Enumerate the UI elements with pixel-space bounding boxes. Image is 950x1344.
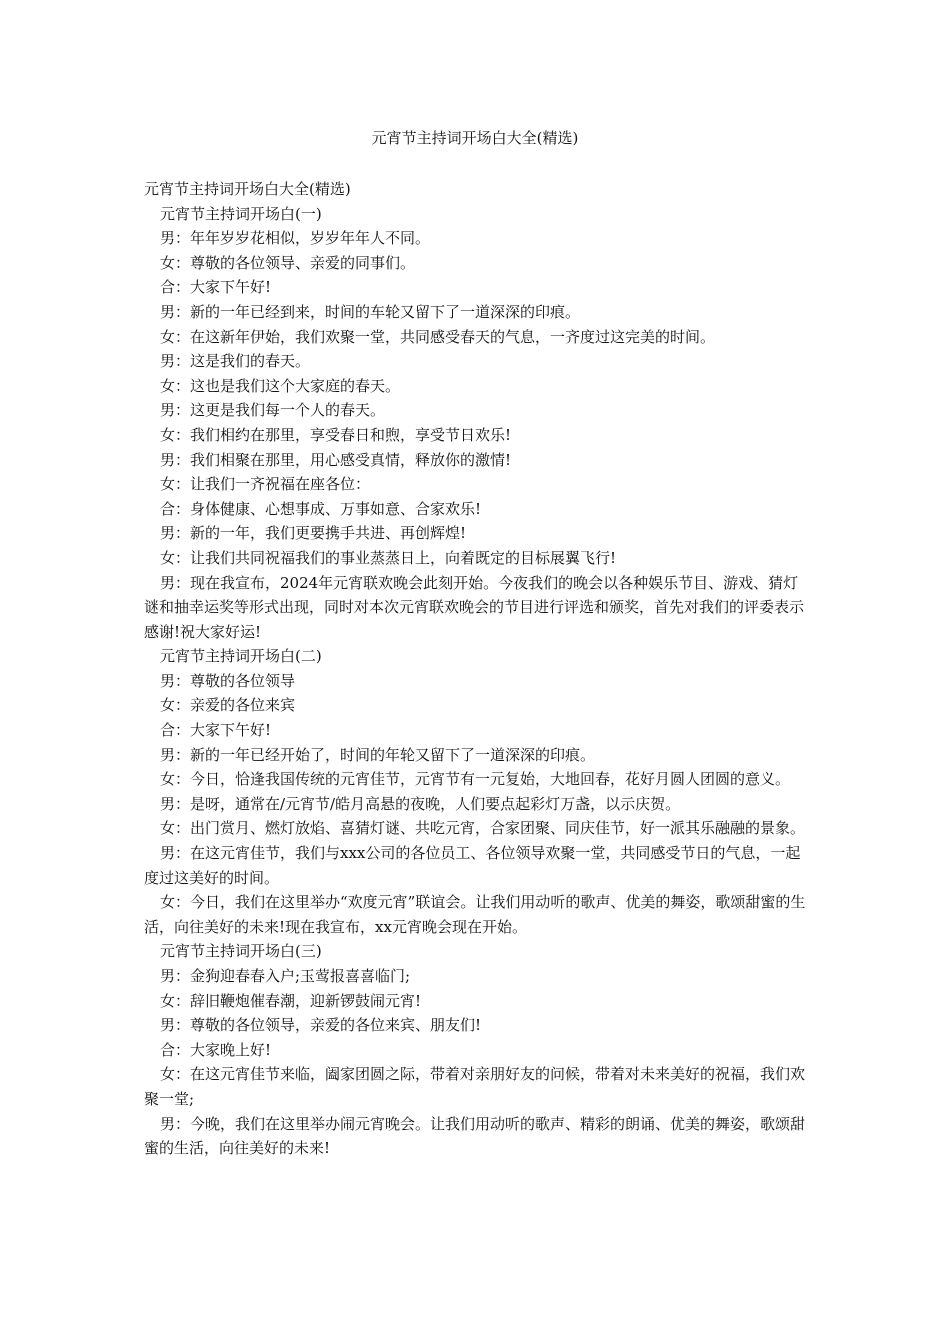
dialogue-line: 男：新的一年已经到来，时间的车轮又留下了一道深深的印痕。 — [160, 302, 581, 321]
dialogue-line: 女：在这元宵佳节来临，阖家团圆之际，带着对亲朋好友的问候，带着对未来美好的祝福，我们欢聚一堂; — [144, 1065, 806, 1108]
dialogue-line: 男：这更是我们每一个人的春天。 — [160, 401, 386, 420]
dialogue-line: 男：新的一年，我们更要携手共进、再创辉煌! — [160, 524, 467, 543]
dialogue-line: 女：出门赏月、燃灯放焰、喜猜灯谜、共吃元宵，合家团聚、同庆佳节，好一派其乐融融的景象。 — [160, 819, 806, 838]
dialogue-line: 女：今日，恰逢我国传统的元宵佳节，元宵节有一元复始，大地回春，花好月圆人团圆的意义。 — [160, 770, 791, 789]
section-heading-2: 元宵节主持词开场白(二) — [160, 647, 322, 666]
page-title: 元宵节主持词开场白大全(精选) — [371, 129, 579, 147]
section-heading-3: 元宵节主持词开场白(三) — [160, 942, 322, 961]
dialogue-line: 合：大家晚上好! — [160, 1040, 272, 1059]
dialogue-line: 男：我们相聚在那里，用心感受真情，释放你的激情! — [160, 450, 512, 469]
dialogue-line: 男：金狗迎春春入户;玉莺报喜喜临门; — [160, 967, 411, 985]
dialogue-line: 合：身体健康、心想事成、万事如意、合家欢乐! — [160, 499, 482, 518]
document-body — [144, 177, 806, 1161]
dialogue-line: 女：让我们共同祝福我们的事业蒸蒸日上，向着既定的目标展翼飞行! — [160, 548, 617, 567]
dialogue-line: 女：我们相约在那里，享受春日和煦，享受节日欢乐! — [160, 425, 512, 444]
dialogue-line: 合：大家下午好! — [160, 721, 272, 740]
dialogue-line: 男：现在我宣布，2024年元宵联欢晚会此刻开始。今夜我们的晚会以各种娱乐节目、游戏、猜灯谜和抽幸运奖等形式出现，同时对本次元宵联欢晚会的节目进行评选和颁奖，首先对我们的评委表示感谢!祝大家好运! — [144, 573, 805, 641]
dialogue-line: 女：尊敬的各位领导、亲爱的同事们。 — [160, 253, 416, 272]
body-heading: 元宵节主持词开场白大全(精选) — [144, 180, 351, 198]
dialogue-line: 男：这是我们的春天。 — [160, 352, 311, 371]
dialogue-line: 女：在这新年伊始，我们欢聚一堂，共同感受春天的气息，一齐度过这完美的时间。 — [160, 327, 716, 346]
dialogue-line: 男：是呀，通常在/元宵节/皓月高悬的夜晚，人们要点起彩灯万盏，以示庆贺。 — [160, 794, 681, 813]
dialogue-line: 女：辞旧鞭炮催春潮，迎新锣鼓闹元宵! — [160, 991, 422, 1010]
dialogue-line: 合：大家下午好! — [160, 278, 272, 297]
dialogue-line: 女：这也是我们这个大家庭的春天。 — [160, 376, 401, 395]
dialogue-line: 男：尊敬的各位领导 — [160, 671, 296, 690]
dialogue-line: 男：在这元宵佳节，我们与xxx公司的各位员工、各位领导欢聚一堂，共同感受节日的气息，一起度过这美好的时间。 — [144, 844, 801, 887]
dialogue-line: 男：新的一年已经开始了，时间的年轮又留下了一道深深的印痕。 — [160, 745, 596, 764]
dialogue-line: 女：今日，我们在这里举办“欢度元宵”联谊会。让我们用动听的歌声、优美的舞姿，歌颂甜蜜的生活，向往美好的未来!现在我宣布，xx元宵晚会现在开始。 — [144, 893, 806, 936]
dialogue-line: 男：尊敬的各位领导，亲爱的各位来宾、朋友们! — [160, 1016, 482, 1035]
dialogue-line: 女：亲爱的各位来宾 — [160, 696, 296, 715]
dialogue-line: 男：年年岁岁花相似，岁岁年年人不同。 — [160, 229, 431, 248]
section-heading-1: 元宵节主持词开场白(一) — [160, 204, 322, 223]
dialogue-line: 女：让我们一齐祝福在座各位： — [160, 475, 371, 494]
dialogue-line: 男：今晚，我们在这里举办闹元宵晚会。让我们用动听的歌声、精彩的朗诵、优美的舞姿，歌颂甜蜜的生活，向往美好的未来! — [144, 1114, 806, 1158]
